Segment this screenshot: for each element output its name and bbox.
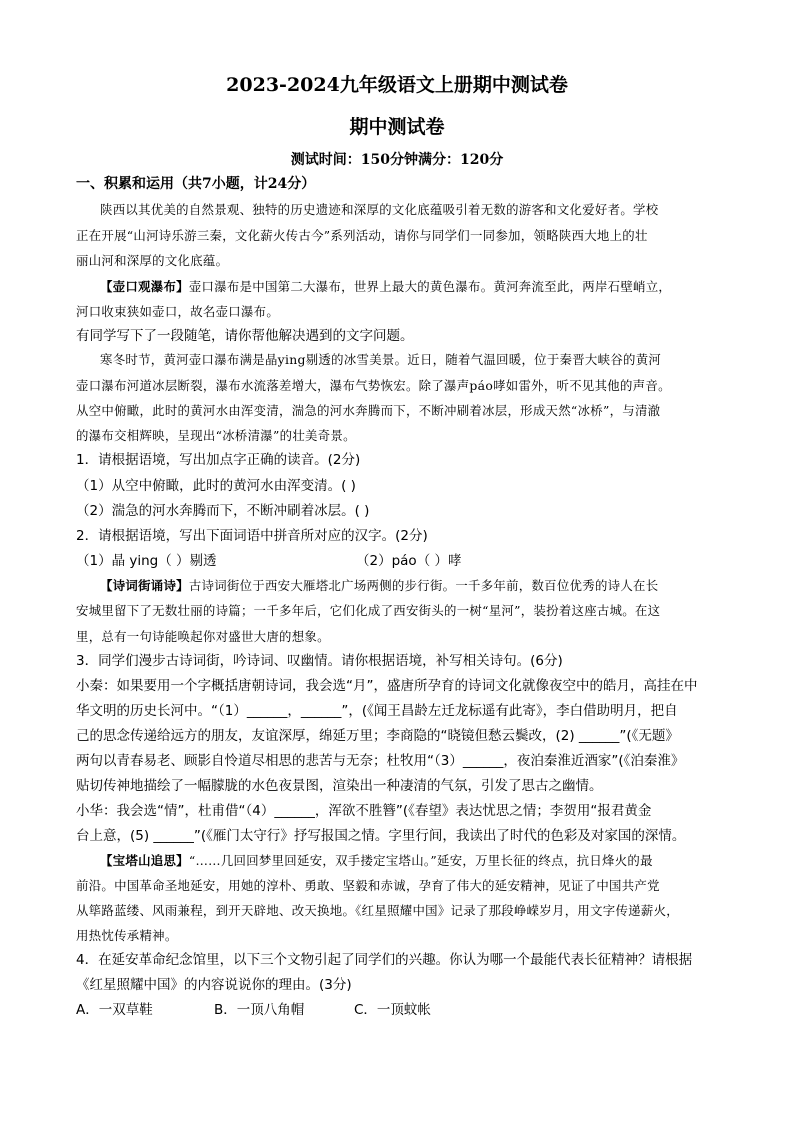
pagoda-text: “……几回回梦里回延安，双手搂定宝塔山。”延安，万里长征的终点，抗日烽火的最: [188, 853, 653, 868]
question-3-stem: 3．同学们漫步古诗词街，吟诗词、叹幽情。请你根据语境，补写相关诗句。(6分): [76, 653, 563, 669]
question-3-line: 己的思念传递给远方的朋友，友谊深厚，绵延万里；李商隐的“晓镜但愁云鬓改，(2) ______”(《无题》: [76, 728, 679, 744]
pagoda-line: 从筚路蓝缕、风雨兼程，到开天辟地、改天换地。《红星照耀中国》记录了那段峥嵘岁月，用文字传递薪火，: [76, 903, 679, 918]
poem-line: 里，总有一句诗能唤起你对盛世大唐的想象。: [76, 629, 330, 644]
question-2-stem: 2．请根据语境，写出下面词语中拼音所对应的汉字。(2分): [76, 528, 428, 544]
intro-line: 陕西以其优美的自然景观、独特的历史遗迹和深厚的文化底蕴吸引着无数的游客和文化爱好者。学校: [100, 202, 659, 217]
intro-line: 丽山河和深厚的文化底蕴。: [76, 253, 229, 268]
option-a: A．一双草鞋: [76, 1002, 153, 1018]
question-3-line: 两句以青春易老、顾影自怜道尽相思的悲苦与无奈；杜牧用“（3）______，夜泊秦淮近酒家”(《泊秦淮》: [76, 753, 685, 769]
poem-tag: 【诗词街诵诗】: [100, 578, 189, 593]
essay-line: 的瀑布交相辉映，呈现出“冰桥清瀑”的壮美奇景。: [76, 428, 356, 443]
question-3-line: 小华：我会选“情”，杜甫借“（4）______，浑欲不胜簪”(《春望》表达忧思之情；李贺用“报君黄金: [76, 803, 652, 819]
question-3-line: 华文明的历史长河中。“（1）______，______”，(《闻王昌龄左迁龙标遥有此寄》，李白借助明月，把自: [76, 703, 678, 719]
option-b: B．一顶八角帽: [214, 1002, 305, 1018]
poem-text: 古诗词街位于西安大雁塔北广场两侧的步行街。一千多年前，数百位优秀的诗人在长: [188, 578, 659, 593]
section-heading: 一、积累和运用（共7小题，计24分）: [76, 176, 316, 192]
question-2-a: （1）晶 ying（ ）剔透: [76, 553, 217, 569]
exam-info: 测试时间：150分钟满分：120分: [290, 152, 504, 168]
page-subtitle: 期中测试卷: [349, 116, 445, 138]
question-4-stem: 4．在延安革命纪念馆里，以下三个文物引起了同学们的兴趣。你认为哪一个最能代表长征精神？请根据: [76, 952, 693, 968]
question-1-stem: 1．请根据语境，写出加点字正确的读音。(2分): [76, 452, 361, 468]
question-3-line: 贴切传神地描绘了一幅朦胧的水色夜景图，渲染出一种凄清的气氛，引发了思古之幽情。: [76, 778, 603, 794]
question-1-a: （1）从空中俯瞰，此时的黄河水由浑变清。( ): [76, 478, 356, 494]
question-4-stem: 《红星照耀中国》的内容说说你的理由。(3分): [76, 977, 352, 993]
poem-line: 安城里留下了无数壮丽的诗篇；一千多年后，它们化成了西安街头的一树“星河”，装扮着这座古城。在这: [76, 603, 661, 618]
question-3-line: 小秦：如果要用一个字概括唐朝诗词，我会选“月”，盛唐所孕育的诗词文化就像夜空中的皓月，高挂在中: [76, 678, 698, 694]
page-title: 2023-2024九年级语文上册期中测试卷: [226, 74, 568, 96]
pagoda-line: 前沿。中国革命圣地延安，用她的淳朴、勇敢、坚毅和赤诚，孕育了伟大的延安精神，见证了中国共产党: [76, 878, 660, 893]
hukou-line: [100, 277, 671, 295]
essay-line: 从空中俯瞰，此时的黄河水由浑变清，湍急的河水奔腾而下，不断冲刷着冰层，形成天然“冰桥”，与清澈: [76, 403, 661, 418]
question-2-b: （2）páo（ ）哮: [356, 553, 462, 569]
pagoda-tag: 【宝塔山追思】: [100, 853, 189, 868]
hukou-tag: 【壶口观瀑布】: [100, 279, 189, 294]
poem-line: [100, 576, 658, 594]
option-c: C．一顶蚊帐: [354, 1002, 431, 1018]
prompt-text: 有同学写下了一段随笔，请你帮他解决遇到的文字问题。: [76, 328, 414, 344]
essay-line: 壶口瀑布河道冰层断裂，瀑布水流落差增大，瀑布气势恢宏。除了瀑声páo哮如雷外，听不见其他的声音。: [76, 378, 671, 393]
hukou-line: 河口收束狭如壶口，故名壶口瀑布。: [76, 304, 280, 319]
question-1-b: （2）湍急的河水奔腾而下，不断冲刷着冰层。( ): [76, 503, 370, 519]
question-3-line: 台上意，(5) ______”(《雁门太守行》抒写报国之情。字里行间，我读出了时代的色彩及对家国的深情。: [76, 828, 686, 844]
essay-line: 寒冬时节，黄河壶口瀑布满是晶ying剔透的冰雪美景。近日，随着气温回暖，位于秦晋大峡谷的黄河: [100, 352, 662, 367]
hukou-text: 壶口瀑布是中国第二大瀑布，世界上最大的黄色瀑布。黄河奔流至此，两岸石壁峭立，: [188, 279, 672, 294]
intro-line: 正在开展“山河诗乐游三秦，文化薪火传古今”系列活动，请你与同学们一同参加，领略陕西大地上的壮: [76, 228, 648, 243]
pagoda-line: 用热忱传承精神。: [76, 928, 178, 943]
pagoda-line: [100, 851, 653, 869]
